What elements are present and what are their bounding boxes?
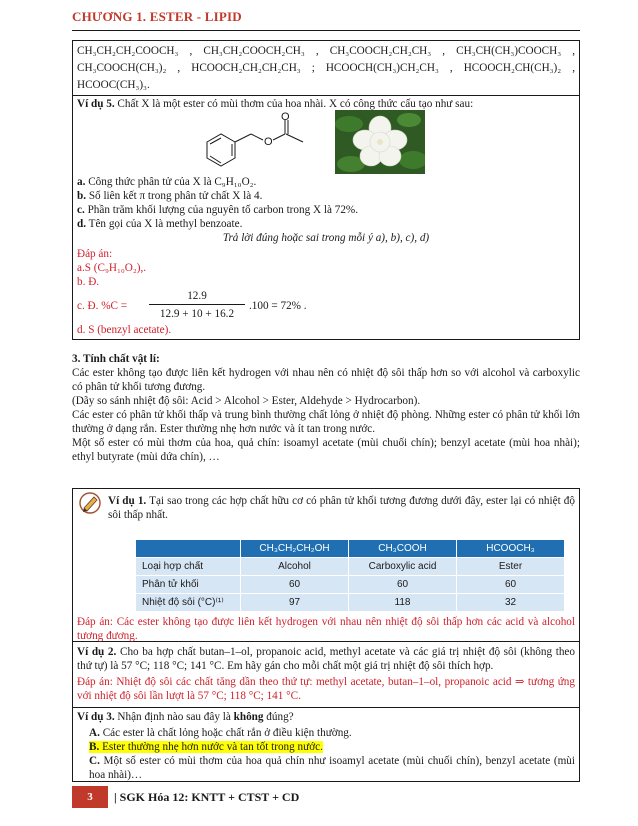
option-c (73, 754, 579, 782)
benzene-ring (207, 134, 235, 166)
ex5-b-text: Số liên kết π trong phân tử chất X là 4. (86, 190, 263, 202)
table-cell: Carboxylic acid (349, 558, 457, 576)
footer-text: | SGK Hóa 12: KNTT + CTST + CD (114, 790, 300, 804)
example-5-label: Ví dụ 5. (77, 98, 115, 110)
example-1-label: Ví dụ 1. (108, 495, 147, 507)
option-a-label: A. (89, 727, 100, 739)
option-c-label: C. (89, 755, 100, 767)
chapter-title: CHƯƠNG 1. ESTER - LIPID (72, 9, 242, 24)
ex5-c-text: Phần trăm khối lượng của nguyên tố carbon trong X là 72%. (84, 204, 359, 216)
section-3-p1: Các ester không tạo được liên kết hydrogen với nhau nên có nhiệt độ sôi thấp hơn so với alcohol và carboxylic có phân tử khối tương đương. (72, 367, 580, 393)
option-a-text: Các ester là chất lỏng hoặc chất rắn ở điều kiện thường. (99, 727, 352, 739)
ex5-answer-title: Đáp án: (77, 248, 113, 260)
section-3-p2: (Dãy so sánh nhiệt độ sôi: Acid > Alcohol > Ester, Aldehyde > Hydrocarbon). (72, 395, 421, 407)
ex5-answer-c-denominator: 12.9 + 10 + 16.2 (159, 308, 235, 320)
table-cell: 60 (349, 576, 457, 594)
table-cell: 60 (241, 576, 349, 594)
table-header-cell: CH₃COOH (349, 540, 457, 558)
ex5-a-text: Công thức phân tử của X là C₉H₁₀O₂. (85, 176, 257, 188)
boiling-point-table (135, 539, 565, 612)
example-5-intro: Chất X là một ester có mùi thơm của hoa nhài. X có công thức cấu tạo như sau: (114, 98, 474, 110)
ex5-answer-d: d. S (benzyl acetate). (77, 324, 172, 336)
table-header-cell (136, 540, 241, 558)
table-cell: 97 (241, 594, 349, 612)
example-1-text: Tại sao trong các hợp chất hữu cơ có phân tử khối tương đương dưới đây, ester lại có nhiệt độ sôi thấp nhất. (108, 495, 575, 521)
ex5-a-label: a. (77, 176, 86, 188)
isomer-line-2: CH₃COOCH(CH₃)₂ , HCOOCH₂CH₂CH₂CH₃ ; HCOOCH(CH₃)CH₂CH₃ , HCOOCH₂CH(CH₃)₂ , (77, 62, 575, 74)
ex5-answer-c-numerator: 12.9 (187, 290, 207, 302)
isomer-line-3: HCOOC(CH₃)₃. (77, 79, 150, 91)
option-c-text: Một số ester có mùi thơm của hoa quả chín như isoamyl acetate (mùi chuối chín), benzyl acetate (mùi hoa nhài)… (89, 755, 575, 781)
table-cell: 32 (457, 594, 565, 612)
table-cell: 60 (457, 576, 565, 594)
table-cell: Alcohol (241, 558, 349, 576)
section-3 (72, 352, 580, 464)
section-3-p4: Một số ester có mùi thơm của hoa, quả chín: isoamyl acetate (mùi chuối chín); benzyl acetate (mùi hoa nhài); ethyl butyrate (mùi dứa chín), … (72, 437, 580, 463)
ex5-answer-c-tail: .100 = 72% . (249, 300, 307, 312)
pencil-icon (77, 491, 105, 515)
example-2-text: Cho ba hợp chất butan–1–ol, propanoic acid, methyl acetate và các giá trị nhiệt độ sôi (không theo thứ tự) là 57 °C; 118 °C; 141 °C. Em hãy gán cho mỗi chất một giá trị nhiệt độ sôi thích hợp. (77, 646, 575, 672)
example-3-question-post: đúng? (263, 711, 294, 723)
page-number: 3 (72, 786, 108, 808)
option-a (73, 726, 579, 740)
ex5-answer-c-prefix: c. Đ. %C = (77, 300, 128, 312)
isomer-box (72, 40, 580, 96)
ex5-d-text: Tên gọi của X là methyl benzoate. (86, 218, 243, 230)
ex5-d-label: d. (77, 218, 87, 230)
example-5-box (72, 96, 580, 340)
table-cell: Phân tử khối (136, 576, 241, 594)
table-row (136, 558, 565, 576)
option-b-label: B. (89, 741, 100, 753)
table-row (136, 576, 565, 594)
ex5-c-label: c. (77, 204, 85, 216)
example-3-box (72, 708, 580, 782)
carbonyl-oxygen-label: O (281, 112, 290, 123)
example-3-question-pre: Nhận định nào sau đây là (114, 711, 234, 723)
ex5-instruction: Trả lời đúng hoặc sai trong mỗi ý a), b), c), d) (222, 232, 430, 244)
table-cell: Nhiệt độ sôi (°C)⁽¹⁾ (136, 594, 241, 612)
section-3-title: 3. Tính chất vật lí: (72, 353, 160, 365)
table-cell: 118 (349, 594, 457, 612)
option-b (73, 740, 579, 754)
table-header-cell: CH₃CH₂CH₂OH (241, 540, 349, 558)
ex5-answer-b: b. Đ. (77, 276, 100, 288)
ex5-answer-c (73, 289, 579, 321)
isomer-line-1: CH₃CH₂CH₂COOCH₃ , CH₃CH₂COOCH₂CH₃ , CH₃COOCH₂CH₂CH₃ , CH₃CH(CH₃)COOCH₃ , (77, 45, 575, 57)
table-cell: Loại hợp chất (136, 558, 241, 576)
fraction-bar (149, 304, 245, 305)
ex5-answer-a: a.S (C₉H₁₀O₂),. (77, 262, 147, 274)
benzyl-acetate-structure (195, 112, 325, 172)
table-header-row (136, 540, 565, 558)
option-b-text: Ester thường nhẹ hơn nước và tan tốt trong nước. (99, 741, 323, 753)
table-row (136, 594, 565, 612)
example-3-question-bold: không (233, 711, 264, 723)
table-header-cell: HCOOCH₃ (457, 540, 565, 558)
example-1-answer: Đáp án: Các ester không tạo được liên kết hydrogen với nhau nên nhiệt độ sôi thấp hơn các acid và alcohol tương đương. (77, 616, 575, 642)
example-2-label: Ví dụ 2. (77, 646, 117, 658)
header-rule (72, 30, 580, 31)
table-cell: Ester (457, 558, 565, 576)
ester-oxygen-label: O (264, 136, 273, 148)
example-1-box (72, 488, 580, 642)
example-3-label: Ví dụ 3. (77, 711, 115, 723)
ex5-b-label: b. (77, 190, 87, 202)
example-2-answer: Đáp án: Nhiệt độ sôi các chất tăng dần theo thứ tự: methyl acetate, butan–1–ol, propanoic acid ⇒ tương ứng với nhiệt độ sôi lần lượt là 57 °C; 118 °C; 141 °C. (77, 676, 575, 702)
example-2-box (72, 642, 580, 708)
section-3-p3: Các ester có phân tử khối thấp và trung bình thường chất lỏng ở nhiệt độ phòng. Những ester có phân tử khối lớn thường ở dạng rắn. Ester thường nhẹ hơn nước và ít tan trong nước. (72, 409, 580, 435)
jasmine-flower-image (335, 110, 425, 174)
